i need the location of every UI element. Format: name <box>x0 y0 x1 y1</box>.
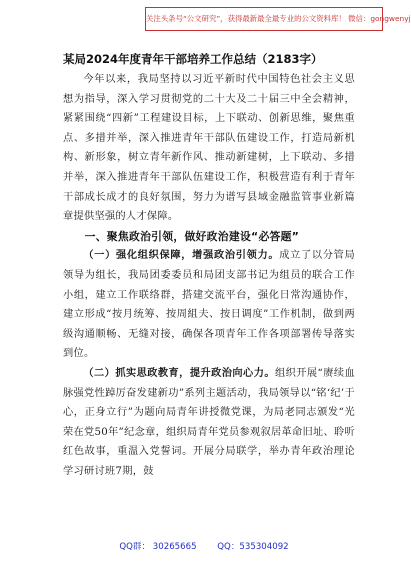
qq-group-link[interactable]: QQ群： 30265665 <box>119 542 197 552</box>
document-body <box>63 70 355 481</box>
qq-link[interactable]: QQ：535304092 <box>217 542 289 552</box>
paragraph-lead: （一）强化组织保障，增强政治引领力。 <box>83 249 280 262</box>
paragraph-body: 成立了以分管局领导为组长，我局团委委员和局团支部书记为组员的联合工作小组，建立工作联络群，搭建交流平台，强化日常沟通协作，建立形成“按月统筹、按周組夫、按日调度”工作机制，做到两级沟通顺畅、无缝对接，确保各项青年工作各项部署传导落实到位。 <box>63 250 355 360</box>
contact-footer <box>0 540 408 552</box>
section-heading: 一、聚焦政治引领，做好政治建设“必答题” <box>84 229 300 243</box>
document-title: 某局2024年度青年干部培养工作总结（2183字） <box>63 52 323 66</box>
promo-banner: 关注头条号“公文研究”，获得最新最全最专业的公文资料库！ 微信：gongwenyj <box>145 7 383 31</box>
paragraph-lead: （二）抓实思政教育，提升政治向心力。 <box>83 366 275 379</box>
intro-paragraph: 今年以来，我局坚持以习近平新时代中国特色社会主义思想为指导，深入学习贯彻党的二十大及二十届三中全会精神，紧紧围绕“四新”工程建设目标，上下联动、创新思维，聚焦重点、多措并举，深入推进青年干部队伍建设工作，打造局新机构、新形象，树立青年新作风、推动新建树，上下联动、多措并举，深入推进青年干部队伍建设工作，积极营造有利于青年干部成长成才的良好氛围，努力为谱写县域金融监管事业新篇章提供坚强的人才保障。 <box>63 74 355 223</box>
paragraph-body: 组织开展“赓续血脉强党性踔厉奋发建新功”系列主题活动，我局领导以“铭‘纪’于心，正身立行”为题向局青年讲授微党课，为局老同志颁发“光荣在党50年”纪念章，组织局青年党员参观叙居革命旧址、聆听红色故事，重温入党誓词。开展分局联学，举办青年政治理论学习研讨班7期，鼓 <box>63 367 355 477</box>
paragraph <box>63 246 355 364</box>
paragraph <box>63 364 355 482</box>
